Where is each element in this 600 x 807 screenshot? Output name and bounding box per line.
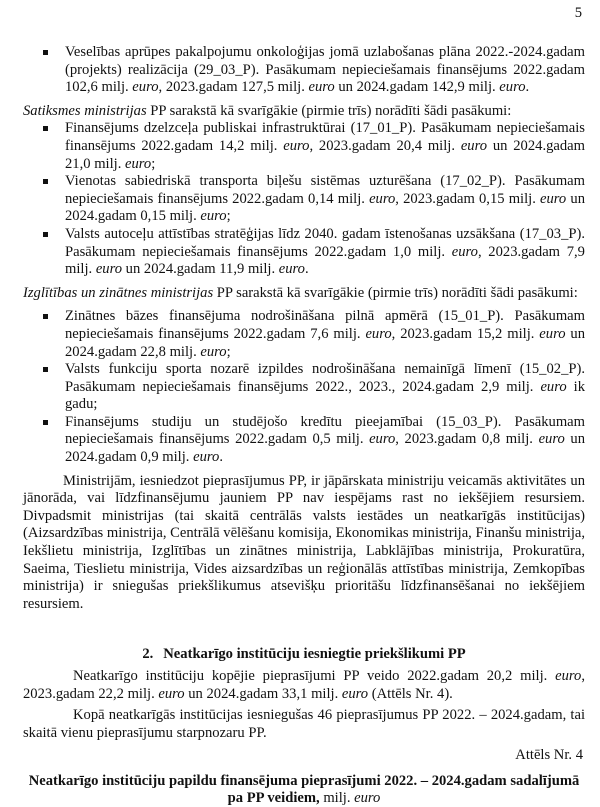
transport-list xyxy=(23,120,585,278)
bullet-icon xyxy=(43,50,48,55)
list-item: Valsts funkciju sporta nozarē izpildes nodrošināšana nemainīgā līmenī (15_02_P). Pasākumam nepieciešamais finansējums 2022., 2023., 2024.gadam 2,9 milj. euro ik gadu; xyxy=(23,361,585,414)
list-item: Finansējums studiju un studējošo kredītu pieejamībai (15_03_P). Pasākumam nepieciešamais finansējums 2022.gadam 0,5 milj. euro, 2023.gadam 0,8 milj. euro un 2024.gadam 0,9 milj. euro. xyxy=(23,414,585,467)
document-body xyxy=(23,44,585,807)
transport-intro: Satiksmes ministrijas PP sarakstā kā svarīgākie (pirmie trīs) norādīti šādi pasākumi: xyxy=(23,102,512,119)
bullet-icon xyxy=(43,232,48,237)
education-list xyxy=(23,308,585,466)
bullet-icon xyxy=(43,126,48,131)
section-paragraph-totals: Neatkarīgo institūciju kopējie pieprasījumi PP veido 2022.gadam 20,2 milj. euro, 2023.gadam 22,2 milj. euro un 2024.gadam 33,1 milj. euro (Attēls Nr. 4). xyxy=(23,668,585,702)
figure-title: Neatkarīgo institūciju papildu finansējuma pieprasījumi 2022. – 2024.gadam sadalījumā pa PP veidiem, milj. euro xyxy=(28,772,580,806)
figure-label: Attēls Nr. 4 xyxy=(515,747,583,764)
page-number: 5 xyxy=(574,5,582,21)
bullet-icon xyxy=(43,179,48,184)
list-item: Finansējums dzelzceļa publiskai infrastruktūrai (17_01_P). Pasākumam nepieciešamais finansējums 2022.gadam 14,2 milj. euro, 2023.gadam 20,4 milj. euro un 2024.gadam 21,0 milj. euro; xyxy=(23,120,585,173)
section-paragraph-requests: Kopā neatkarīgās institūcijas iesniegušas 46 pieprasījumus PP 2022. – 2024.gadam, tai skaitā vienu pieprasījumu starpnozaru PP. xyxy=(23,707,585,741)
list-item: Valsts autoceļu attīstības stratēģijas līdz 2040. gadam īstenošanas uzsākšana (17_03_P). Pasākumam nepieciešamais finansējums 2022.gadam 1,0 milj. euro, 2023.gadam 7,9 milj. euro un 2024.gadam 11,9 milj. euro. xyxy=(23,226,585,279)
list-item: Vienotas sabiedriskā transporta biļešu sistēmas uzturēšana (17_02_P). Pasākumam nepieciešamais finansējums 2022.gadam 0,14 milj. euro, 2023.gadam 0,15 milj. euro un 2024.gadam 0,15 milj. euro; xyxy=(23,173,585,226)
education-intro: Izglītības un zinātnes ministrijas PP sarakstā kā svarīgākie (pirmie trīs) norādīti šādi pasākumi: xyxy=(23,284,578,301)
section-heading: 2. Neatkarīgo institūciju iesniegtie priekšlikumi PP xyxy=(142,646,466,663)
bullet-icon xyxy=(43,314,48,319)
ministries-paragraph: Ministrijām, iesniedzot pieprasījumus PP, ir jāpārskata ministriju veicamās aktivitātes un jānorāda, vai līdzfinansējumu jauniem PP nav iespējams rast no iekšējiem resursiem. Divpadsmit ministrijas (tai skaitā centrālās valsts iestādes un neatkarīgās institūcijas) (Aizsardzības ministrija, Centrālā vēlēšanu komisija, Ekonomikas ministrija, Finanšu ministrija, Iekšlietu ministrija, Izglītības un zinātnes ministrija, Labklājības ministrija, Prokuratūra, Saeima, Tieslietu ministrija, Vides aizsardzības un reģionālās attīstības ministrija, Zemkopības ministrija) ir sniegušas priekšlikumus atsevišķu prioritāšu līdzfinansēšanai no iekšējiem resursiem. xyxy=(23,472,585,612)
list-item: Zinātnes bāzes finansējuma nodrošināšana pilnā apmērā (15_01_P). Pasākumam nepieciešamais finansējums 2022.gadam 7,6 milj. euro, 2023.gadam 15,2 milj. euro un 2024.gadam 22,8 milj. euro; xyxy=(23,308,585,361)
bullet-icon xyxy=(43,420,48,425)
health-list xyxy=(23,44,585,97)
bullet-icon xyxy=(43,367,48,372)
list-item: Veselības aprūpes pakalpojumu onkoloģijas jomā uzlabošanas plāna 2022.-2024.gadam (projekts) realizācija (29_03_P). Pasākumam nepieciešamais finansējums 2022.gadam 102,6 milj. euro, 2023.gadam 127,5 milj. euro un 2024.gadam 142,9 milj. euro. xyxy=(23,44,585,97)
